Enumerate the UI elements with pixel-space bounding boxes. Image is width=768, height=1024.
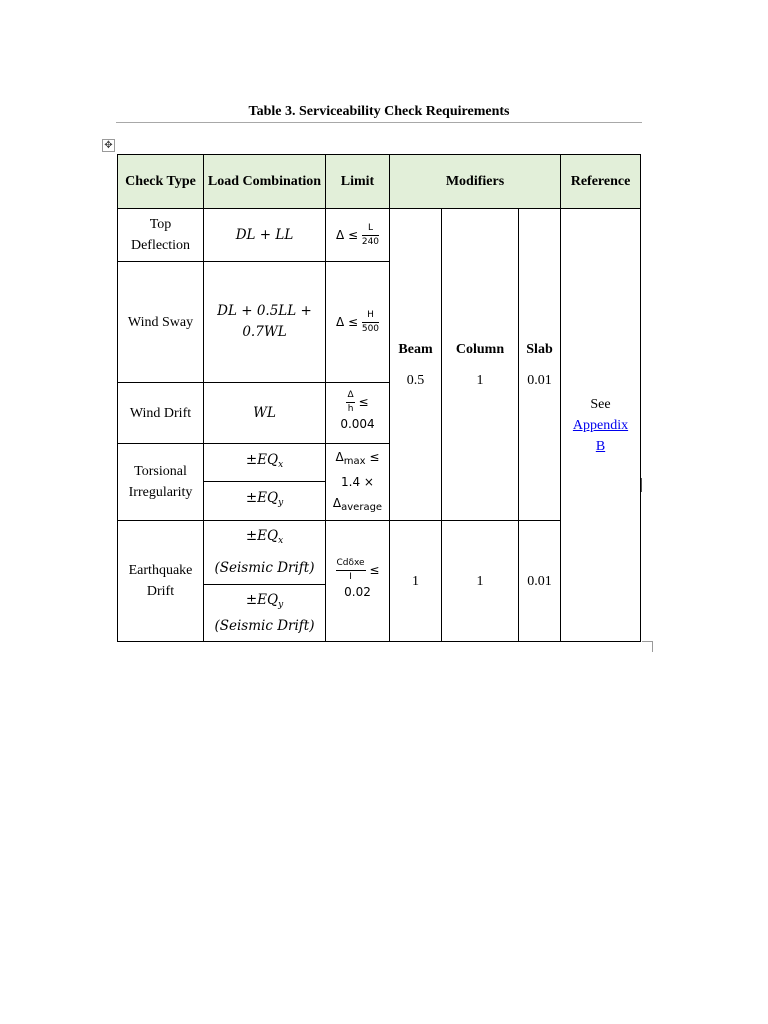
modifier-slab: Slab 0.01 (519, 209, 561, 521)
load-eqy-seismic: $\pm EQ_y$ (Seismic Drift) (204, 584, 325, 641)
limit-wind-drift: $\frac{\Delta}{h}$ ≤ 0.004 (326, 383, 390, 444)
limit-torsional: $\Delta_{max}$ ≤ 1.4 × $\Delta_{average}$ (326, 444, 390, 521)
fraction: $\frac{\Delta}{h}$ (347, 390, 354, 414)
caption-rule (116, 122, 642, 123)
header-row (118, 155, 641, 209)
load-eqx: $\pm EQ_x$ (245, 451, 284, 470)
load-earthquake-drift (204, 521, 326, 642)
load-top-deflection: DL + LL (204, 209, 326, 262)
appendix-b-link[interactable]: Appendix (572, 417, 629, 433)
four-arrow-move-icon[interactable]: ✥ (102, 139, 115, 152)
header-limit: Limit (326, 155, 390, 209)
corner-resize-icon[interactable] (642, 641, 653, 652)
header-load-combination: Load Combination (204, 155, 326, 209)
check-top-deflection: Top Deflection (118, 209, 204, 262)
header-reference: Reference (561, 155, 641, 209)
modifier-beam: Beam 0.5 (390, 209, 442, 521)
earthquake-slab-modifier: 0.01 (519, 521, 561, 642)
load-wind-sway: DL + 0.5LL + 0.7WL (204, 262, 326, 383)
load-eqx-seismic: $\pm EQ_x$ (Seismic Drift) (214, 528, 315, 576)
check-wind-sway: Wind Sway (118, 262, 204, 383)
check-torsional-irregularity: Torsional Irregularity (118, 444, 204, 521)
header-modifiers: Modifiers (390, 155, 561, 209)
earthquake-beam-modifier: 1 (390, 521, 442, 642)
check-wind-drift: Wind Drift (118, 383, 204, 444)
header-check-type: Check Type (118, 155, 204, 209)
earthquake-column-modifier: 1 (442, 521, 519, 642)
table-row (118, 209, 641, 262)
load-eqy: $\pm EQ_y$ (204, 481, 325, 520)
limit-wind-sway: Δ ≤ $\frac{H}{500}$ (326, 262, 390, 383)
fraction: $\frac{H}{500}$ (361, 309, 380, 334)
fraction: $\frac{\text{Cdδxe}}{I}$ (336, 558, 365, 582)
reference-cell: See Appendix B (561, 209, 641, 642)
table-caption: Table 3. Serviceability Check Requirements (248, 104, 510, 119)
modifier-column: Column 1 (442, 209, 519, 521)
load-wind-drift: WL (204, 383, 326, 444)
limit-top-deflection: Δ ≤ $\frac{L}{240}$ (326, 209, 390, 262)
check-earthquake-drift: Earthquake Drift (118, 521, 204, 642)
serviceability-table (117, 154, 641, 642)
limit-earthquake-drift: $\frac{\text{Cdδxe}}{I}$ ≤ 0.02 (326, 521, 390, 642)
load-torsional (204, 444, 326, 521)
appendix-b-link-continued[interactable]: B (595, 438, 606, 454)
fraction: $\frac{L}{240}$ (361, 222, 380, 247)
